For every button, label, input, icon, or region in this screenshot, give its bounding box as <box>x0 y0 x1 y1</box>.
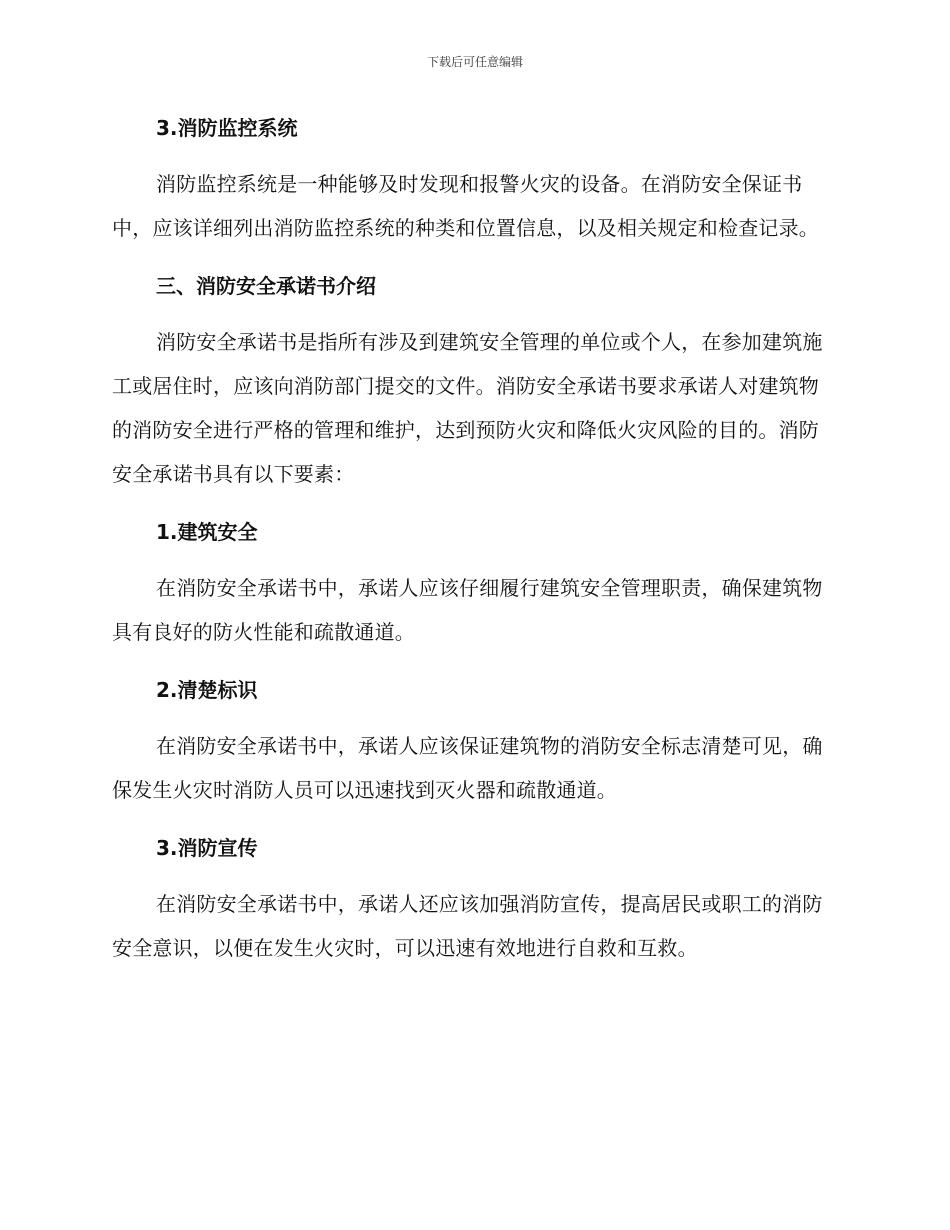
section-heading-fire-publicity: 3.消防宣传 <box>156 836 258 860</box>
section-heading-building-safety: 1.建筑安全 <box>156 520 258 544</box>
paragraph-clear-signs: 在消防安全承诺书中，承诺人应该保证建筑物的消防安全标志清楚可见，确保发生火灾时消防人员可以迅速找到灭火器和疏散通道。 <box>112 734 823 802</box>
paragraph-monitoring: 消防监控系统是一种能够及时发现和报警火灾的设备。在消防安全保证书中，应该详细列出消防监控系统的种类和位置信息，以及相关规定和检查记录。 <box>112 172 819 240</box>
page-header: 下载后可任意编辑 <box>426 55 523 69</box>
section-heading-commitment-intro: 三、消防安全承诺书介绍 <box>156 274 376 298</box>
section-heading-clear-signs: 2.清楚标识 <box>156 678 258 702</box>
document-body <box>112 112 832 986</box>
paragraph-building-safety: 在消防安全承诺书中，承诺人应该仔细履行建筑安全管理职责，确保建筑物具有良好的防火性能和疏散通道。 <box>112 576 823 644</box>
paragraph-fire-publicity: 在消防安全承诺书中，承诺人还应该加强消防宣传，提高居民或职工的消防安全意识，以便在发生火灾时，可以迅速有效地进行自救和互救。 <box>112 892 823 960</box>
section-heading-monitoring: 3.消防监控系统 <box>156 116 298 140</box>
paragraph-commitment-intro: 消防安全承诺书是指所有涉及到建筑安全管理的单位或个人，在参加建筑施工或居住时，应该向消防部门提交的文件。消防安全承诺书要求承诺人对建筑物的消防安全进行严格的管理和维护，达到预防火灾和降低火灾风险的目的。消防安全承诺书具有以下要素： <box>112 330 823 486</box>
